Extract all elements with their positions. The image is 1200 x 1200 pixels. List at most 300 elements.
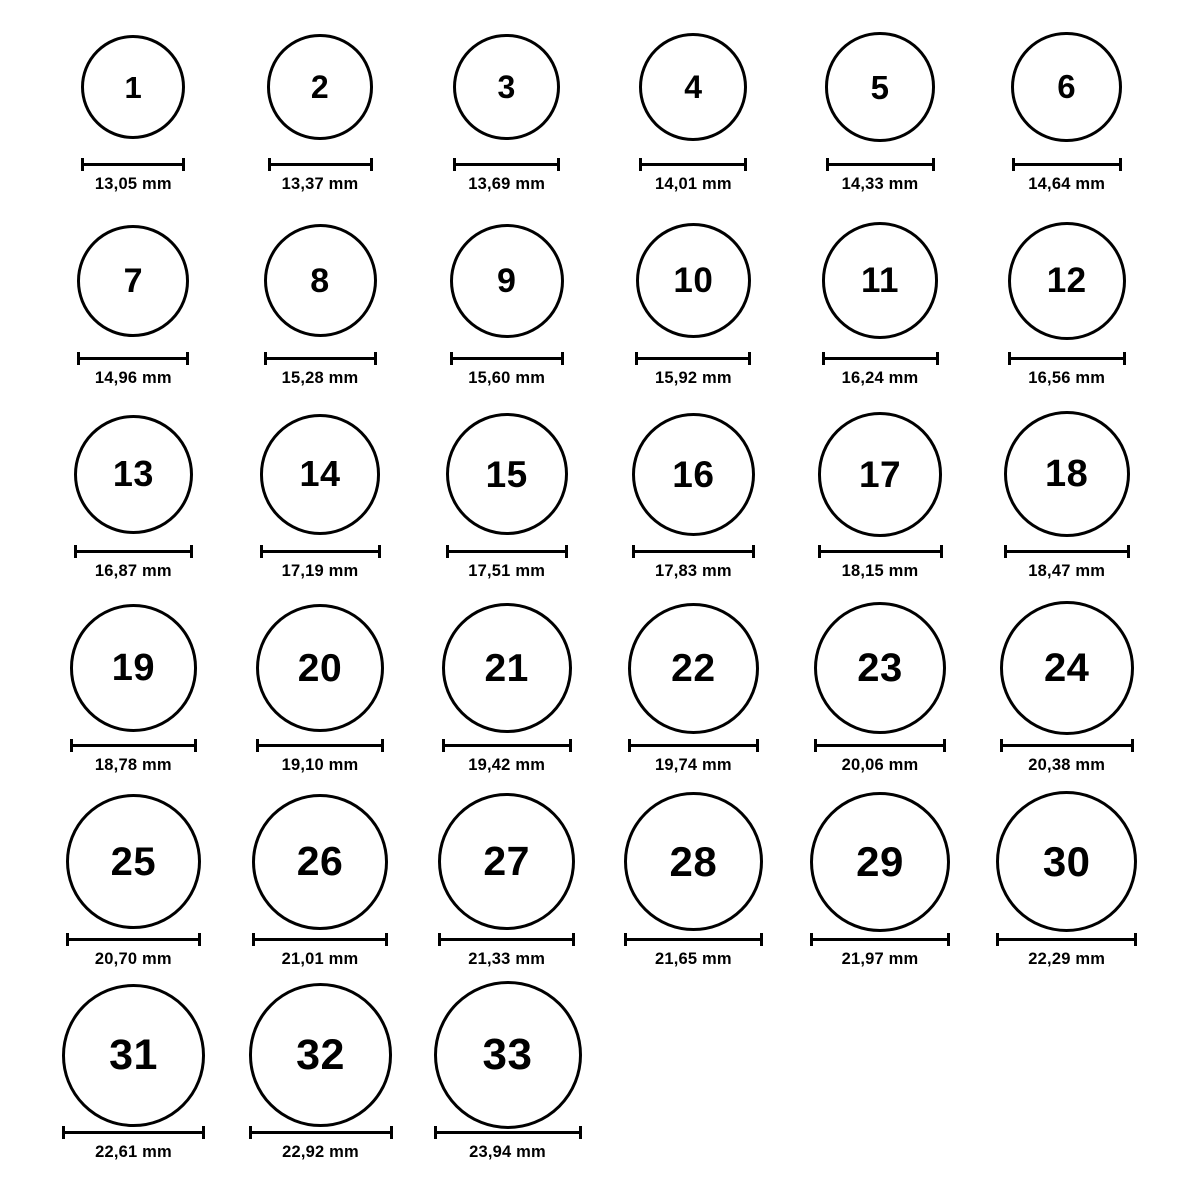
measure-tick-right <box>1119 158 1122 171</box>
ring-size-number: 19 <box>111 647 155 689</box>
ring-size-number: 14 <box>299 453 341 495</box>
diameter-label: 21,97 mm <box>841 949 919 968</box>
diameter-label: 16,87 mm <box>94 562 172 581</box>
measure-line <box>434 1131 582 1134</box>
ring-size-item[interactable] <box>413 212 600 388</box>
measure-tick-left <box>70 739 73 752</box>
measure-tick-left <box>62 1126 65 1139</box>
diameter-measure-bar <box>996 933 1137 945</box>
ring-size-number: 22 <box>671 646 716 690</box>
measure-tick-left <box>264 352 267 365</box>
ring-circle-area <box>446 405 568 543</box>
measure-tick-right <box>374 352 377 365</box>
ring-circle <box>996 791 1137 932</box>
measure-tick-right <box>190 545 193 558</box>
ring-size-number: 25 <box>110 839 157 884</box>
ring-size-number: 29 <box>856 837 904 885</box>
measure-tick-left <box>1004 545 1007 558</box>
ring-size-number: 3 <box>497 68 516 105</box>
ring-size-number: 8 <box>310 261 330 300</box>
measure-tick-right <box>579 1126 582 1139</box>
ring-circle <box>453 34 560 141</box>
ring-circle <box>450 224 564 338</box>
measure-line <box>438 938 575 941</box>
ring-circle-area <box>639 18 747 156</box>
diameter-label: 17,83 mm <box>654 562 732 581</box>
measure-tick-left <box>814 739 817 752</box>
ring-size-number: 1 <box>124 69 143 105</box>
ring-circle-area <box>70 599 197 737</box>
measure-tick-right <box>1134 933 1137 946</box>
ring-circle <box>1000 601 1134 735</box>
ring-circle-area <box>252 793 388 931</box>
diameter-label: 22,29 mm <box>1028 949 1106 968</box>
diameter-label: 19,42 mm <box>468 756 546 775</box>
measure-line <box>77 357 189 360</box>
diameter-label: 18,47 mm <box>1028 562 1106 581</box>
diameter-measure-bar <box>434 1126 582 1138</box>
diameter-measure-bar <box>624 933 763 945</box>
diameter-label: 18,15 mm <box>841 562 919 581</box>
ring-size-item[interactable] <box>973 793 1160 969</box>
diameter-label: 15,28 mm <box>281 368 359 387</box>
diameter-measure-bar <box>66 933 201 945</box>
ring-size-number: 24 <box>1043 646 1090 690</box>
ring-circle-area <box>256 599 384 737</box>
measure-tick-left <box>818 545 821 558</box>
measure-tick-left <box>260 545 263 558</box>
measure-tick-right <box>748 352 751 365</box>
ring-size-item[interactable] <box>40 599 227 775</box>
ring-circle-area <box>442 599 572 737</box>
ring-circle <box>70 604 197 731</box>
diameter-measure-bar <box>446 545 568 557</box>
diameter-measure-bar <box>252 933 388 945</box>
measure-tick-left <box>996 933 999 946</box>
ring-circle-area <box>74 405 193 543</box>
measure-tick-left <box>442 739 445 752</box>
ring-size-item[interactable] <box>600 18 787 194</box>
ring-circle-area <box>636 212 752 350</box>
diameter-label: 20,70 mm <box>94 949 172 968</box>
diameter-label: 13,69 mm <box>468 175 546 193</box>
ring-circle-area <box>249 986 393 1124</box>
size-row <box>40 405 1160 599</box>
diameter-label: 19,74 mm <box>654 756 732 775</box>
ring-circle-area <box>81 18 185 156</box>
ring-size-item[interactable] <box>973 18 1160 194</box>
measure-tick-right <box>1123 352 1126 365</box>
ring-size-item[interactable] <box>787 212 974 388</box>
measure-line <box>66 938 201 941</box>
ring-size-number: 31 <box>109 1030 158 1079</box>
diameter-measure-bar <box>450 352 564 364</box>
ring-size-item[interactable] <box>600 212 787 388</box>
ring-circle <box>66 794 201 929</box>
measure-tick-right <box>756 739 759 752</box>
ring-circle <box>267 34 372 139</box>
ring-circle <box>256 604 384 732</box>
diameter-measure-bar <box>249 1126 393 1138</box>
diameter-label: 21,33 mm <box>468 949 546 968</box>
ring-size-item[interactable] <box>973 599 1160 775</box>
ring-circle <box>264 224 377 337</box>
ring-circle-area <box>822 212 939 350</box>
measure-tick-right <box>940 545 943 558</box>
measure-tick-left <box>632 545 635 558</box>
ring-circle <box>446 413 568 535</box>
ring-size-number: 5 <box>870 68 890 106</box>
diameter-measure-bar <box>256 739 384 751</box>
measure-tick-right <box>752 545 755 558</box>
diameter-label: 18,78 mm <box>94 756 172 775</box>
diameter-measure-bar <box>77 352 189 364</box>
measure-tick-right <box>182 158 185 171</box>
measure-tick-left <box>1012 158 1015 171</box>
ring-circle <box>1004 411 1130 537</box>
ring-circle-area <box>1004 405 1130 543</box>
measure-line <box>822 357 939 360</box>
measure-tick-left <box>268 158 271 171</box>
ring-circle-area <box>818 405 943 543</box>
diameter-measure-bar <box>814 739 946 751</box>
measure-tick-right <box>947 933 950 946</box>
diameter-measure-bar <box>62 1126 205 1138</box>
ring-circle <box>252 794 388 930</box>
diameter-measure-bar <box>632 545 755 557</box>
size-row <box>40 18 1160 212</box>
ring-size-item[interactable] <box>227 793 414 969</box>
ring-circle-area <box>453 18 560 156</box>
ring-circle <box>442 603 572 733</box>
diameter-measure-bar <box>822 352 939 364</box>
size-row <box>40 793 1160 987</box>
diameter-measure-bar <box>264 352 377 364</box>
ring-size-item[interactable] <box>600 599 787 775</box>
size-row <box>40 599 1160 793</box>
ring-circle <box>814 602 946 734</box>
measure-line <box>442 744 572 747</box>
measure-line <box>256 744 384 747</box>
ring-size-item[interactable] <box>787 18 974 194</box>
diameter-measure-bar <box>635 352 751 364</box>
measure-line <box>249 1131 393 1134</box>
diameter-measure-bar <box>74 545 193 557</box>
measure-line <box>639 163 747 166</box>
measure-tick-left <box>446 545 449 558</box>
diameter-measure-bar <box>70 739 197 751</box>
measure-tick-right <box>385 933 388 946</box>
measure-tick-right <box>561 352 564 365</box>
ring-size-number: 30 <box>1042 837 1091 885</box>
ring-size-item[interactable] <box>227 986 414 1162</box>
diameter-label: 14,01 mm <box>654 175 732 193</box>
diameter-label: 17,51 mm <box>468 562 546 581</box>
measure-line <box>268 163 373 166</box>
measure-tick-left <box>434 1126 437 1139</box>
size-row <box>40 212 1160 406</box>
measure-line <box>70 744 197 747</box>
ring-circle-area <box>66 793 201 931</box>
measure-tick-right <box>1127 545 1130 558</box>
measure-tick-left <box>249 1126 252 1139</box>
diameter-measure-bar <box>81 158 185 170</box>
diameter-label: 13,37 mm <box>281 175 359 193</box>
ring-size-item[interactable] <box>40 986 227 1162</box>
ring-size-number: 33 <box>482 1030 533 1080</box>
ring-circle <box>260 414 381 535</box>
measure-line <box>810 938 950 941</box>
measure-line <box>453 163 560 166</box>
measure-tick-left <box>74 545 77 558</box>
diameter-label: 19,10 mm <box>281 756 359 775</box>
ring-size-number: 20 <box>297 646 343 690</box>
ring-circle <box>81 35 185 139</box>
ring-circle-area <box>438 793 575 931</box>
measure-tick-right <box>186 352 189 365</box>
ring-circle <box>810 792 950 932</box>
ring-size-item[interactable] <box>40 793 227 969</box>
measure-line <box>1012 163 1122 166</box>
measure-tick-right <box>378 545 381 558</box>
diameter-label: 22,61 mm <box>95 1143 172 1162</box>
ring-circle-area <box>1000 599 1134 737</box>
measure-line <box>814 744 946 747</box>
measure-tick-right <box>557 158 560 171</box>
diameter-label: 17,19 mm <box>281 562 359 581</box>
measure-tick-right <box>565 545 568 558</box>
measure-line <box>996 938 1137 941</box>
ring-circle <box>438 793 575 930</box>
ring-circle-area <box>434 986 582 1124</box>
ring-size-number: 11 <box>861 261 900 301</box>
measure-tick-left <box>450 352 453 365</box>
ring-size-number: 7 <box>123 261 144 300</box>
measure-tick-right <box>202 1126 205 1139</box>
measure-tick-left <box>822 352 825 365</box>
diameter-label: 22,92 mm <box>282 1143 359 1162</box>
ring-circle-area <box>996 793 1137 931</box>
measure-tick-left <box>66 933 69 946</box>
diameter-label: 20,38 mm <box>1028 756 1106 775</box>
ring-size-item[interactable] <box>787 405 974 581</box>
ring-size-item[interactable] <box>40 18 227 194</box>
ring-circle <box>77 225 189 337</box>
measure-line <box>1004 550 1130 553</box>
ring-circle-area <box>77 212 189 350</box>
diameter-label: 14,96 mm <box>94 368 172 387</box>
measure-line <box>81 163 185 166</box>
diameter-measure-bar <box>810 933 950 945</box>
ring-circle <box>624 792 763 931</box>
ring-size-number: 21 <box>484 646 529 690</box>
ring-circle <box>818 412 943 537</box>
ring-size-number: 10 <box>673 261 714 301</box>
ring-size-item[interactable] <box>413 793 600 969</box>
ring-circle <box>74 415 193 534</box>
ring-circle-area <box>62 986 205 1124</box>
ring-circle-area <box>1008 212 1126 350</box>
measure-tick-right <box>381 739 384 752</box>
measure-line <box>446 550 568 553</box>
measure-line <box>74 550 193 553</box>
ring-circle <box>1011 32 1121 142</box>
measure-tick-right <box>572 933 575 946</box>
measure-tick-left <box>81 158 84 171</box>
ring-circle-area <box>267 18 372 156</box>
measure-tick-right <box>744 158 747 171</box>
ring-size-number: 18 <box>1045 453 1089 496</box>
measure-tick-right <box>943 739 946 752</box>
measure-line <box>628 744 759 747</box>
diameter-measure-bar <box>639 158 747 170</box>
ring-size-item[interactable] <box>227 212 414 388</box>
ring-circle <box>628 603 759 734</box>
measure-tick-left <box>826 158 829 171</box>
ring-size-item[interactable] <box>413 405 600 581</box>
measure-line <box>1008 357 1126 360</box>
measure-tick-left <box>639 158 642 171</box>
ring-size-number: 16 <box>672 453 715 495</box>
ring-size-number: 27 <box>483 838 530 885</box>
ring-size-item[interactable] <box>227 18 414 194</box>
diameter-measure-bar <box>1008 352 1126 364</box>
measure-line <box>450 357 564 360</box>
ring-size-number: 12 <box>1046 261 1087 301</box>
measure-tick-left <box>635 352 638 365</box>
measure-tick-right <box>1131 739 1134 752</box>
ring-circle-area <box>450 212 564 350</box>
ring-size-item[interactable] <box>413 599 600 775</box>
ring-circle-area <box>632 405 755 543</box>
measure-tick-right <box>569 739 572 752</box>
ring-circle <box>825 32 934 141</box>
diameter-label: 14,33 mm <box>841 175 919 193</box>
measure-line <box>818 550 943 553</box>
ring-circle-area <box>1011 18 1121 156</box>
ring-size-number: 13 <box>112 453 154 495</box>
ring-size-number: 26 <box>296 838 344 885</box>
diameter-measure-bar <box>268 158 373 170</box>
measure-tick-right <box>390 1126 393 1139</box>
ring-size-number: 6 <box>1057 68 1077 106</box>
measure-tick-left <box>1008 352 1011 365</box>
ring-circle <box>632 413 755 536</box>
measure-tick-left <box>628 739 631 752</box>
measure-tick-left <box>624 933 627 946</box>
measure-line <box>632 550 755 553</box>
ring-circle-area <box>624 793 763 931</box>
measure-tick-right <box>370 158 373 171</box>
measure-tick-left <box>810 933 813 946</box>
measure-line <box>1000 744 1134 747</box>
diameter-label: 21,01 mm <box>281 949 359 968</box>
ring-circle <box>62 984 205 1127</box>
ring-size-item[interactable] <box>787 599 974 775</box>
diameter-label: 16,24 mm <box>841 368 919 387</box>
ring-circle <box>1008 222 1126 340</box>
ring-size-number: 28 <box>669 837 718 885</box>
ring-size-number: 2 <box>310 69 330 105</box>
measure-line <box>635 357 751 360</box>
measure-tick-right <box>198 933 201 946</box>
measure-tick-left <box>438 933 441 946</box>
ring-size-number: 4 <box>684 69 703 105</box>
diameter-measure-bar <box>628 739 759 751</box>
diameter-label: 16,56 mm <box>1028 368 1106 387</box>
ring-circle-area <box>810 793 950 931</box>
ring-size-item[interactable] <box>600 793 787 969</box>
diameter-measure-bar <box>818 545 943 557</box>
ring-size-item[interactable] <box>787 793 974 969</box>
ring-size-item[interactable] <box>973 212 1160 388</box>
ring-size-item[interactable] <box>40 405 227 581</box>
diameter-measure-bar <box>260 545 381 557</box>
measure-line <box>260 550 381 553</box>
diameter-label: 13,05 mm <box>94 175 172 193</box>
diameter-label: 15,60 mm <box>468 368 546 387</box>
measure-line <box>264 357 377 360</box>
diameter-label: 14,64 mm <box>1028 175 1106 193</box>
ring-circle <box>639 33 747 141</box>
diameter-label: 20,06 mm <box>841 756 919 775</box>
measure-line <box>826 163 935 166</box>
ring-circle-area <box>260 405 381 543</box>
diameter-label: 15,92 mm <box>654 368 732 387</box>
diameter-label: 21,65 mm <box>654 949 732 968</box>
ring-size-item[interactable] <box>413 18 600 194</box>
measure-line <box>252 938 388 941</box>
diameter-measure-bar <box>826 158 935 170</box>
ring-circle-area <box>825 18 934 156</box>
ring-size-item[interactable] <box>414 986 601 1162</box>
ring-size-number: 23 <box>857 646 903 691</box>
ring-size-number: 32 <box>296 1030 345 1079</box>
diameter-label: 23,94 mm <box>469 1143 546 1162</box>
diameter-measure-bar <box>1004 545 1130 557</box>
measure-tick-right <box>760 933 763 946</box>
measure-line <box>624 938 763 941</box>
measure-line <box>62 1131 205 1134</box>
measure-tick-right <box>932 158 935 171</box>
diameter-measure-bar <box>442 739 572 751</box>
ring-circle <box>636 223 752 339</box>
diameter-measure-bar <box>438 933 575 945</box>
ring-size-item[interactable] <box>40 212 227 388</box>
measure-tick-left <box>77 352 80 365</box>
ring-size-item[interactable] <box>227 405 414 581</box>
ring-circle <box>434 981 582 1129</box>
ring-size-number: 17 <box>858 453 902 495</box>
ring-size-item[interactable] <box>600 405 787 581</box>
measure-tick-left <box>256 739 259 752</box>
measure-tick-left <box>1000 739 1003 752</box>
ring-size-item[interactable] <box>227 599 414 775</box>
ring-size-item[interactable] <box>973 405 1160 581</box>
ring-circle-area <box>264 212 377 350</box>
measure-tick-right <box>194 739 197 752</box>
measure-tick-left <box>252 933 255 946</box>
size-row <box>40 986 1160 1180</box>
ring-circle <box>249 983 393 1127</box>
measure-tick-left <box>453 158 456 171</box>
ring-circle-area <box>814 599 946 737</box>
diameter-measure-bar <box>1012 158 1122 170</box>
ring-circle <box>822 222 939 339</box>
diameter-measure-bar <box>1000 739 1134 751</box>
ring-circle-area <box>628 599 759 737</box>
ring-size-number: 9 <box>496 261 517 300</box>
